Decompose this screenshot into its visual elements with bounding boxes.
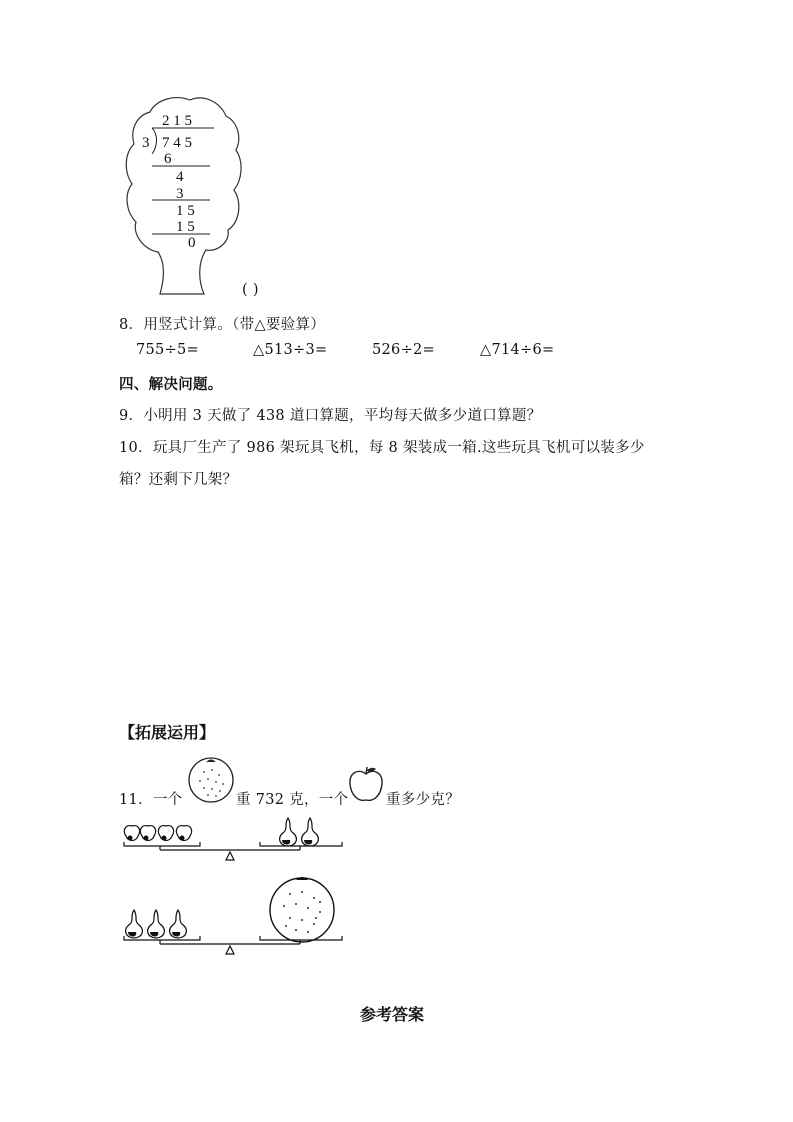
q8-item-1: 755÷5=: [136, 342, 200, 358]
balance-scale-1: [120, 812, 360, 864]
section-4-heading: 四、解决问题。: [119, 377, 223, 393]
q8-item-3: 526÷2=: [372, 342, 436, 358]
step-text-5: 1 5: [176, 219, 195, 235]
q10-line-2: 箱？还剩下几架？: [119, 472, 238, 488]
tree-division-figure: [118, 94, 248, 300]
quotient-text: 2 1 5: [162, 113, 192, 129]
answers-heading: 参考答案: [360, 1005, 425, 1024]
orange-icon: [186, 756, 236, 804]
step-text-1: 6: [164, 151, 172, 167]
q10-line-1: 10．玩具厂生产了 986 架玩具飞机，每 8 架装成一箱.这些玩具飞机可以装多少: [119, 440, 645, 456]
q8-instruction: 8．用竖式计算。（带△要验算）: [119, 317, 326, 333]
q11-part-3: 重多少克？: [386, 792, 460, 808]
step-text-2: 4: [176, 169, 184, 185]
step-text-4: 1 5: [176, 203, 195, 219]
divisor-text: 3: [142, 135, 150, 151]
q8-item-2: △513÷3=: [253, 342, 328, 358]
q11-part-2: 重 732 克，一个: [236, 792, 349, 808]
step-text-3: 3: [176, 186, 184, 202]
extension-heading: 【拓展运用】: [119, 723, 216, 742]
step-text-6: 0: [188, 235, 196, 251]
apple-icon: [346, 764, 386, 804]
q8-item-4: △714÷6=: [480, 342, 555, 358]
q9-text: 9．小明用 3 天做了 438 道口算题，平均每天做多少道口算题？: [119, 408, 542, 424]
dividend-text: 7 4 5: [162, 135, 192, 151]
answer-bracket[interactable]: ( ): [242, 282, 259, 298]
balance-scale-2: [120, 872, 360, 958]
q11-part-1: 11．一个: [119, 792, 183, 808]
